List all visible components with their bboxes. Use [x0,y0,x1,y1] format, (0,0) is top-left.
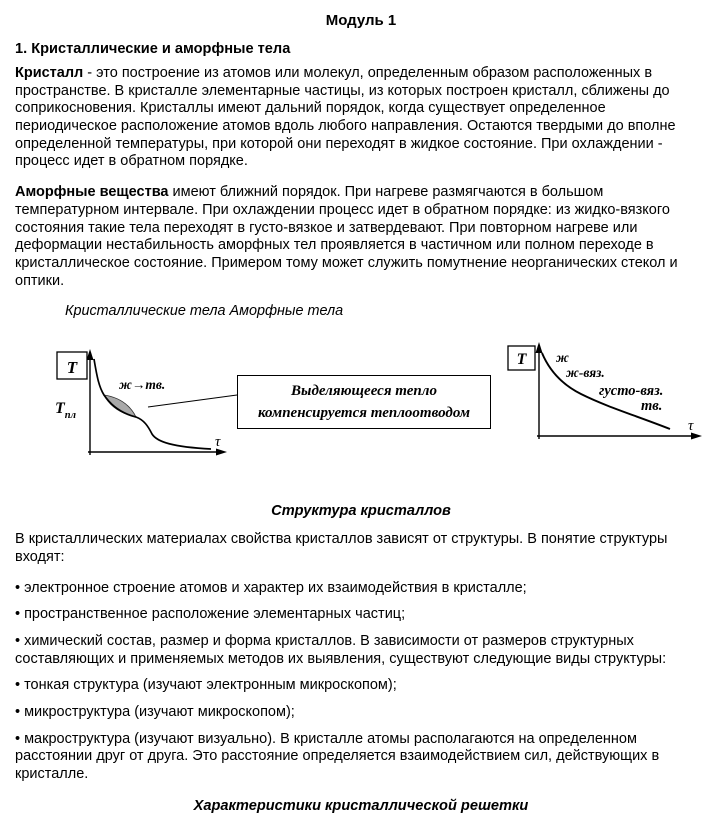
list-item [15,731,707,784]
bullet-marker: • [15,677,21,694]
liquid-viscous-label: ж-вяз. [566,365,605,381]
list-item-text: микроструктура (изучают микроскопом); [24,704,295,721]
phase-transition-label: ж→тв. [119,377,166,393]
paragraph-crystal [15,65,707,171]
figure-caption: Кристаллические тела Аморфные тела [65,303,344,320]
list-item-text: электронное строение атомов и характер их взаимодействия в кристалле; [24,579,527,596]
list-item-text: макроструктура (изучают визуально). В кристалле атомы располагаются на определенном расстоянии друг от друга. Это расстояние определяется взаимодействием сил, действующих в кристалле. [15,730,660,783]
thick-viscous-label: густо-вяз. [599,383,664,400]
list-item-text: пространственное расположение элементарных частиц; [24,606,406,623]
annotation-connector-line [148,395,237,407]
paragraph-crystal-text: - это построение из атомов или молекул, определенным образом расположенных в пространстве. В кристалле элементарные частицы, из которых построен кристалл, сближены до соприкосновения. Кристаллы имеют дальний порядок, когда существует определенное периодическое расположение атомов вдоль любого направления. Остаются твердыми до вполне определенной температуры, при которой они переходят в жидкое состояние. При охлаждении - процесс идет в обратном порядке. [15,65,676,170]
section3-heading: Характеристики кристаллической решетки [193,797,529,814]
list-item [15,677,707,695]
cooling-curves-figure [15,337,707,489]
right-y-axis-arrow [536,342,543,353]
section2-intro: В кристаллических материалах свойства кристаллов зависят от структуры. В понятие структуры входят: [15,531,668,565]
term-amorphous: Аморфные вещества [15,184,169,201]
list-item [15,704,707,722]
term-crystal: Кристалл [15,65,84,81]
section2-heading: Структура кристаллов [271,503,451,520]
paragraph-amorphous [15,184,707,290]
bullet-marker: • [15,704,21,721]
list-item-text: тонкая структура (изучают электронным микроскопом); [24,677,397,694]
melting-temp-label: $T_{пл}$ [55,400,77,422]
right-y-axis-label: T [516,351,527,369]
right-x-axis-tau-label: τ [688,418,694,435]
left-y-axis-label: T [66,358,78,378]
left-x-axis-tau-label: τ [215,434,221,451]
crystallization-shaded-region [104,395,136,417]
paragraph-amorphous-text: имеют ближний порядок. При нагреве размягчаются в большом температурном интервале. При охлаждении процесс идет в обратном порядке: из жидко-вязкого состояния такие тела переходят в густо-вязкое и затвердевают. При повторном нагреве или деформации нестабильность аморфных тел проявляется в частичном или полном переходе в кристаллическое состояние. Примером тому может служить помутнение неорганических стекол и оптики. [15,184,678,289]
heat-annotation-box [237,375,491,429]
page-title: Модуль 1 [325,12,397,29]
section1-heading: 1. Кристаллические и аморфные тела [15,41,291,57]
list-item [15,606,707,624]
heat-annotation-line1: Выделяющееся тепло [291,382,437,399]
right-graph [508,342,702,440]
solid-label: тв. [641,398,663,415]
heat-annotation-line2: компенсируется теплоотводом [257,405,471,422]
list-item [15,633,707,668]
bullet-marker: • [15,606,21,623]
left-cooling-curve [94,359,211,449]
list-item [15,580,707,598]
left-graph [55,349,237,456]
liquid-label: ж [556,350,569,366]
bullet-marker: • [15,579,21,596]
bullet-marker: • [15,730,21,747]
bullet-marker: • [15,633,21,649]
list-item-text: химический состав, размер и форма кристаллов. В зависимости от размеров структурных составляющих и применяемых методов их выявления, существуют следующие виды структуры: [15,633,667,667]
